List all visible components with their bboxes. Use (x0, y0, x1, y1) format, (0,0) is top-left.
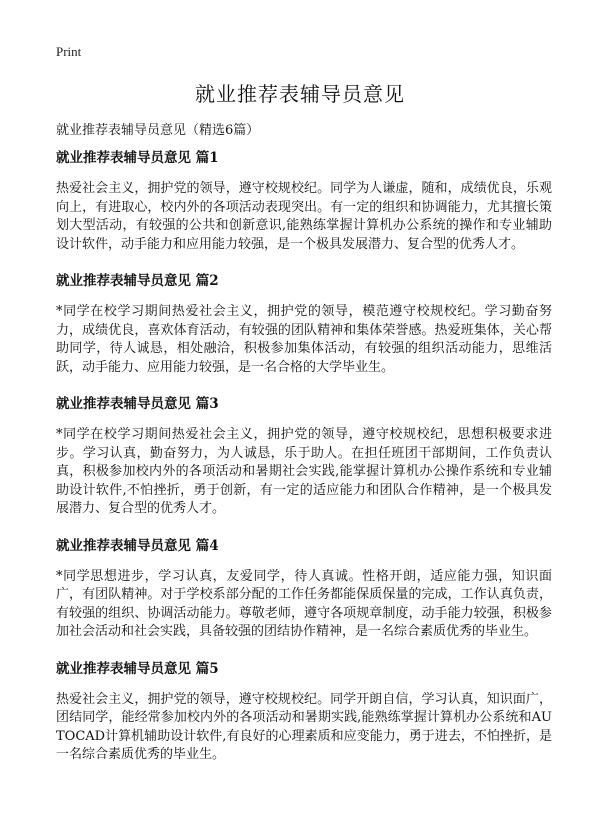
print-link[interactable]: Print (56, 44, 82, 59)
document-subtitle: 就业推荐表辅导员意见（精选6篇） (56, 123, 260, 138)
page-title: 就业推荐表辅导员意见 (195, 82, 405, 106)
section-4 (56, 536, 552, 642)
document-content (56, 148, 552, 782)
section-2 (56, 271, 552, 377)
section-body: 热爱社会主义，拥护党的领导，遵守校规校纪。同学开朗自信，学习认真，知识面广，团结同学，能经常参加校内外的各项活动和暑期实践,能熟练掌握计算机办公系统和AUTOCAD计算机辅助设计软件,有良好的心理素质和应变能力，勇于进去，不怕挫折，是一名综合素质优秀的毕业生。 (56, 691, 552, 762)
section-heading: 就业推荐表辅导员意见 篇1 (56, 150, 219, 166)
section-5 (56, 659, 552, 765)
section-body: *同学在校学习期间热爱社会主义，拥护党的领导，遵守校规校纪，思想积极要求进步。学习认真，勤奋努力，为人诚恳，乐于助人。在担任班团干部期间，工作负责认真，积极参加校内外的各项活动和暑期社会实践,能掌握计算机办公操作系统和专业辅助设计软件,不怕挫折，勇于创新，有一定的适应能力和团队合作精神，是一个极具发展潜力、复合型的优秀人才。 (56, 427, 552, 516)
section-heading: 就业推荐表辅导员意见 篇5 (56, 660, 219, 677)
section-body: *同学在校学习期间热爱社会主义，拥护党的领导，模范遵守校规校纪。学习勤奋努力，成绩优良，喜欢体育活动，有较强的团队精神和集体荣誉感。热爱班集体，关心帮助同学，待人诚恳，相处融洽，积极参加集体活动，有较强的组织活动能力，思维活跃，动手能力、应用能力较强，是一名合格的大学毕业生。 (56, 304, 552, 375)
section-body: *同学思想进步，学习认真，友爱同学，待人真诚。性格开朗，适应能力强，知识面广，有团队精神。对于学校系部分配的工作任务都能保质保量的完成，工作认真负责，有较强的组织、协调活动能力。尊敬老师，遵守各项规章制度，动手能力较强，积极参加社会活动和社会实践，具备较强的团结协作精神，是一名综合素质优秀的毕业生。 (56, 568, 552, 639)
section-heading: 就业推荐表辅导员意见 篇2 (56, 273, 219, 289)
section-1 (56, 148, 552, 254)
section-heading: 就业推荐表辅导员意见 篇4 (56, 537, 219, 554)
section-heading: 就业推荐表辅导员意见 篇3 (56, 396, 219, 412)
section-3 (56, 394, 552, 519)
section-body: 热爱社会主义，拥护党的领导，遵守校规校纪。同学为人谦虚，随和，成绩优良，乐观向上，有进取心，校内外的各项活动表现突出。有一定的组织和协调能力，尤其擅长策划大型活动，有较强的公共和创新意识,能熟练掌握计算机办公系统的操作和专业辅助设计软件，动手能力和应用能力较强，是一个极具发展潜力、复合型的优秀人才。 (56, 181, 552, 252)
